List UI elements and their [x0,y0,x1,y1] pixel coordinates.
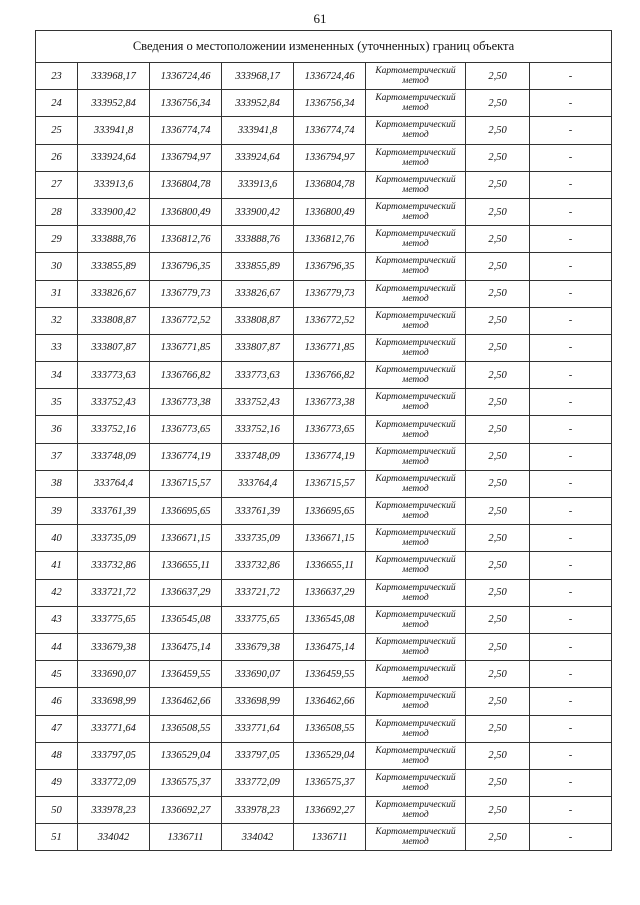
new-y-cell: 1336796,35 [294,253,366,280]
accuracy-cell: 2,50 [466,797,530,824]
old-x-cell: 333732,86 [78,552,150,579]
description-cell: - [530,90,612,117]
method-text: Картометрический метод [375,147,456,168]
point-number-cell: 44 [36,633,78,660]
description-cell: - [530,226,612,253]
point-number-cell: 42 [36,579,78,606]
method-cell [366,688,466,715]
accuracy-cell: 2,50 [466,824,530,851]
new-y-cell: 1336756,34 [294,90,366,117]
new-y-cell: 1336766,82 [294,362,366,389]
method-cell [366,470,466,497]
description-cell: - [530,525,612,552]
new-y-cell: 1336575,37 [294,769,366,796]
accuracy-cell: 2,50 [466,171,530,198]
old-x-cell: 333764,4 [78,470,150,497]
new-x-cell: 333772,09 [222,769,294,796]
table-row [36,307,612,334]
old-y-cell: 1336804,78 [150,171,222,198]
old-y-cell: 1336695,65 [150,498,222,525]
method-cell [366,498,466,525]
old-x-cell: 334042 [78,824,150,851]
table-row [36,579,612,606]
method-text: Картометрический метод [375,174,456,195]
method-text: Картометрический метод [375,528,456,549]
method-text: Картометрический метод [375,827,456,848]
point-number-cell: 49 [36,769,78,796]
accuracy-cell: 2,50 [466,416,530,443]
table-row [36,443,612,470]
point-number-cell: 35 [36,389,78,416]
new-y-cell: 1336475,14 [294,633,366,660]
point-number-cell: 39 [36,498,78,525]
new-y-cell: 1336724,46 [294,63,366,90]
description-cell: - [530,633,612,660]
description-cell: - [530,498,612,525]
point-number-cell: 28 [36,198,78,225]
old-y-cell: 1336774,19 [150,443,222,470]
new-y-cell: 1336772,52 [294,307,366,334]
new-y-cell: 1336711 [294,824,366,851]
point-number-cell: 26 [36,144,78,171]
method-text: Картометрический метод [375,365,456,386]
table-row [36,362,612,389]
new-x-cell: 333735,09 [222,525,294,552]
table-row [36,90,612,117]
method-cell [366,117,466,144]
old-y-cell: 1336773,65 [150,416,222,443]
method-cell [366,334,466,361]
old-x-cell: 333679,38 [78,633,150,660]
old-y-cell: 1336800,49 [150,198,222,225]
new-x-cell: 333941,8 [222,117,294,144]
description-cell: - [530,606,612,633]
old-x-cell: 333721,72 [78,579,150,606]
new-y-cell: 1336655,11 [294,552,366,579]
method-cell [366,797,466,824]
method-text: Картометрический метод [375,310,456,331]
old-y-cell: 1336773,38 [150,389,222,416]
new-x-cell: 333773,63 [222,362,294,389]
table-row [36,824,612,851]
new-x-cell: 333732,86 [222,552,294,579]
new-y-cell: 1336771,85 [294,334,366,361]
old-x-cell: 333771,64 [78,715,150,742]
point-number-cell: 50 [36,797,78,824]
description-cell: - [530,307,612,334]
new-x-cell: 333808,87 [222,307,294,334]
old-x-cell: 333924,64 [78,144,150,171]
old-x-cell: 333752,16 [78,416,150,443]
new-y-cell: 1336773,38 [294,389,366,416]
accuracy-cell: 2,50 [466,334,530,361]
point-number-cell: 33 [36,334,78,361]
table-row [36,633,612,660]
description-cell: - [530,334,612,361]
new-x-cell: 333690,07 [222,661,294,688]
method-text: Картометрический метод [375,256,456,277]
method-cell [366,253,466,280]
old-x-cell: 333941,8 [78,117,150,144]
table-row [36,769,612,796]
new-y-cell: 1336637,29 [294,579,366,606]
old-x-cell: 333690,07 [78,661,150,688]
old-y-cell: 1336655,11 [150,552,222,579]
new-y-cell: 1336774,74 [294,117,366,144]
method-cell [366,198,466,225]
point-number-cell: 27 [36,171,78,198]
point-number-cell: 48 [36,742,78,769]
table-row [36,253,612,280]
method-text: Картометрический метод [375,718,456,739]
old-x-cell: 333826,67 [78,280,150,307]
method-text: Картометрический метод [375,637,456,658]
new-x-cell: 333679,38 [222,633,294,660]
description-cell: - [530,824,612,851]
point-number-cell: 25 [36,117,78,144]
table-row [36,117,612,144]
accuracy-cell: 2,50 [466,362,530,389]
point-number-cell: 46 [36,688,78,715]
old-y-cell: 1336766,82 [150,362,222,389]
new-x-cell: 333968,17 [222,63,294,90]
accuracy-cell: 2,50 [466,525,530,552]
new-y-cell: 1336692,27 [294,797,366,824]
description-cell: - [530,552,612,579]
old-y-cell: 1336779,73 [150,280,222,307]
old-x-cell: 333772,09 [78,769,150,796]
old-x-cell: 333698,99 [78,688,150,715]
method-cell [366,226,466,253]
accuracy-cell: 2,50 [466,715,530,742]
description-cell: - [530,280,612,307]
method-cell [366,362,466,389]
old-y-cell: 1336796,35 [150,253,222,280]
method-cell [366,90,466,117]
point-number-cell: 34 [36,362,78,389]
point-number-cell: 31 [36,280,78,307]
old-y-cell: 1336756,34 [150,90,222,117]
old-y-cell: 1336812,76 [150,226,222,253]
old-y-cell: 1336462,66 [150,688,222,715]
table-row [36,797,612,824]
old-y-cell: 1336715,57 [150,470,222,497]
new-x-cell: 333764,4 [222,470,294,497]
accuracy-cell: 2,50 [466,198,530,225]
boundary-coordinates-table [35,30,612,851]
old-x-cell: 333808,87 [78,307,150,334]
old-y-cell: 1336724,46 [150,63,222,90]
old-x-cell: 333735,09 [78,525,150,552]
new-y-cell: 1336695,65 [294,498,366,525]
old-y-cell: 1336671,15 [150,525,222,552]
new-x-cell: 333771,64 [222,715,294,742]
accuracy-cell: 2,50 [466,552,530,579]
old-x-cell: 333773,63 [78,362,150,389]
page-number: 61 [313,11,327,26]
method-cell [366,389,466,416]
new-y-cell: 1336529,04 [294,742,366,769]
point-number-cell: 24 [36,90,78,117]
accuracy-cell: 2,50 [466,661,530,688]
new-x-cell: 333775,65 [222,606,294,633]
accuracy-cell: 2,50 [466,769,530,796]
old-y-cell: 1336529,04 [150,742,222,769]
table-row [36,171,612,198]
accuracy-cell: 2,50 [466,498,530,525]
table-row [36,389,612,416]
point-number-cell: 45 [36,661,78,688]
table-row [36,198,612,225]
old-y-cell: 1336771,85 [150,334,222,361]
table-row [36,498,612,525]
method-cell [366,661,466,688]
description-cell: - [530,661,612,688]
accuracy-cell: 2,50 [466,606,530,633]
new-y-cell: 1336773,65 [294,416,366,443]
new-y-cell: 1336774,19 [294,443,366,470]
method-text: Картометрический метод [375,229,456,250]
new-y-cell: 1336804,78 [294,171,366,198]
method-text: Картометрический метод [375,555,456,576]
description-cell: - [530,742,612,769]
new-y-cell: 1336779,73 [294,280,366,307]
table-row [36,280,612,307]
method-cell [366,552,466,579]
new-x-cell: 333924,64 [222,144,294,171]
point-number-cell: 51 [36,824,78,851]
point-number-cell: 40 [36,525,78,552]
method-cell [366,443,466,470]
method-text: Картометрический метод [375,800,456,821]
table-row [36,715,612,742]
new-y-cell: 1336462,66 [294,688,366,715]
method-text: Картометрический метод [375,446,456,467]
new-x-cell: 333978,23 [222,797,294,824]
point-number-cell: 43 [36,606,78,633]
accuracy-cell: 2,50 [466,579,530,606]
method-text: Картометрический метод [375,392,456,413]
table-row [36,661,612,688]
accuracy-cell: 2,50 [466,742,530,769]
old-y-cell: 1336774,74 [150,117,222,144]
table-row [36,63,612,90]
old-x-cell: 333752,43 [78,389,150,416]
table-row [36,606,612,633]
new-x-cell: 333797,05 [222,742,294,769]
old-y-cell: 1336711 [150,824,222,851]
new-x-cell: 333752,16 [222,416,294,443]
old-x-cell: 333797,05 [78,742,150,769]
new-x-cell: 333855,89 [222,253,294,280]
new-x-cell: 333900,42 [222,198,294,225]
old-x-cell: 333807,87 [78,334,150,361]
description-cell: - [530,579,612,606]
accuracy-cell: 2,50 [466,90,530,117]
description-cell: - [530,63,612,90]
method-cell [366,307,466,334]
description-cell: - [530,470,612,497]
method-cell [366,144,466,171]
new-x-cell: 333752,43 [222,389,294,416]
old-y-cell: 1336475,14 [150,633,222,660]
method-text: Картометрический метод [375,93,456,114]
description-cell: - [530,443,612,470]
old-x-cell: 333761,39 [78,498,150,525]
method-text: Картометрический метод [375,772,456,793]
description-cell: - [530,253,612,280]
table-body [36,63,612,851]
description-cell: - [530,688,612,715]
new-y-cell: 1336812,76 [294,226,366,253]
method-cell [366,633,466,660]
method-cell [366,63,466,90]
old-x-cell: 333978,23 [78,797,150,824]
method-text: Картометрический метод [375,66,456,87]
table-row [36,144,612,171]
method-text: Картометрический метод [375,501,456,522]
accuracy-cell: 2,50 [466,443,530,470]
method-cell [366,280,466,307]
point-number-cell: 30 [36,253,78,280]
method-text: Картометрический метод [375,473,456,494]
table-row [36,470,612,497]
table-row [36,416,612,443]
description-cell: - [530,117,612,144]
new-y-cell: 1336508,55 [294,715,366,742]
method-cell [366,416,466,443]
new-x-cell: 334042 [222,824,294,851]
method-cell [366,769,466,796]
accuracy-cell: 2,50 [466,144,530,171]
old-x-cell: 333968,17 [78,63,150,90]
old-y-cell: 1336575,37 [150,769,222,796]
accuracy-cell: 2,50 [466,389,530,416]
accuracy-cell: 2,50 [466,226,530,253]
method-text: Картометрический метод [375,202,456,223]
method-text: Картометрический метод [375,664,456,685]
description-cell: - [530,797,612,824]
old-x-cell: 333900,42 [78,198,150,225]
old-y-cell: 1336459,55 [150,661,222,688]
table-row [36,742,612,769]
description-cell: - [530,171,612,198]
table-row [36,334,612,361]
new-y-cell: 1336545,08 [294,606,366,633]
new-x-cell: 333761,39 [222,498,294,525]
new-x-cell: 333913,6 [222,171,294,198]
description-cell: - [530,769,612,796]
old-y-cell: 1336637,29 [150,579,222,606]
old-y-cell: 1336772,52 [150,307,222,334]
method-cell [366,824,466,851]
accuracy-cell: 2,50 [466,63,530,90]
new-x-cell: 333721,72 [222,579,294,606]
new-x-cell: 333807,87 [222,334,294,361]
table-caption: Сведения о местоположении измененных (уточненных) границ объекта [36,31,612,63]
accuracy-cell: 2,50 [466,253,530,280]
old-x-cell: 333775,65 [78,606,150,633]
point-number-cell: 32 [36,307,78,334]
new-y-cell: 1336671,15 [294,525,366,552]
old-x-cell: 333952,84 [78,90,150,117]
description-cell: - [530,362,612,389]
old-x-cell: 333855,89 [78,253,150,280]
method-cell [366,606,466,633]
old-y-cell: 1336545,08 [150,606,222,633]
accuracy-cell: 2,50 [466,280,530,307]
point-number-cell: 41 [36,552,78,579]
new-x-cell: 333888,76 [222,226,294,253]
description-cell: - [530,715,612,742]
method-text: Картометрический метод [375,691,456,712]
old-y-cell: 1336508,55 [150,715,222,742]
old-y-cell: 1336794,97 [150,144,222,171]
method-text: Картометрический метод [375,283,456,304]
new-x-cell: 333952,84 [222,90,294,117]
method-text: Картометрический метод [375,337,456,358]
accuracy-cell: 2,50 [466,633,530,660]
accuracy-cell: 2,50 [466,117,530,144]
point-number-cell: 36 [36,416,78,443]
table-row [36,525,612,552]
point-number-cell: 29 [36,226,78,253]
table-row [36,688,612,715]
method-cell [366,715,466,742]
method-cell [366,525,466,552]
table-row [36,552,612,579]
new-y-cell: 1336800,49 [294,198,366,225]
new-y-cell: 1336794,97 [294,144,366,171]
new-x-cell: 333748,09 [222,443,294,470]
description-cell: - [530,389,612,416]
old-x-cell: 333913,6 [78,171,150,198]
description-cell: - [530,198,612,225]
method-cell [366,579,466,606]
table-row [36,226,612,253]
method-text: Картометрический метод [375,609,456,630]
method-text: Картометрический метод [375,120,456,141]
method-text: Картометрический метод [375,745,456,766]
accuracy-cell: 2,50 [466,307,530,334]
method-text: Картометрический метод [375,582,456,603]
point-number-cell: 47 [36,715,78,742]
new-y-cell: 1336459,55 [294,661,366,688]
new-x-cell: 333698,99 [222,688,294,715]
method-cell [366,171,466,198]
old-x-cell: 333748,09 [78,443,150,470]
method-text: Картометрический метод [375,419,456,440]
old-x-cell: 333888,76 [78,226,150,253]
new-y-cell: 1336715,57 [294,470,366,497]
point-number-cell: 37 [36,443,78,470]
method-cell [366,742,466,769]
description-cell: - [530,144,612,171]
accuracy-cell: 2,50 [466,470,530,497]
description-cell: - [530,416,612,443]
old-y-cell: 1336692,27 [150,797,222,824]
new-x-cell: 333826,67 [222,280,294,307]
point-number-cell: 23 [36,63,78,90]
point-number-cell: 38 [36,470,78,497]
accuracy-cell: 2,50 [466,688,530,715]
